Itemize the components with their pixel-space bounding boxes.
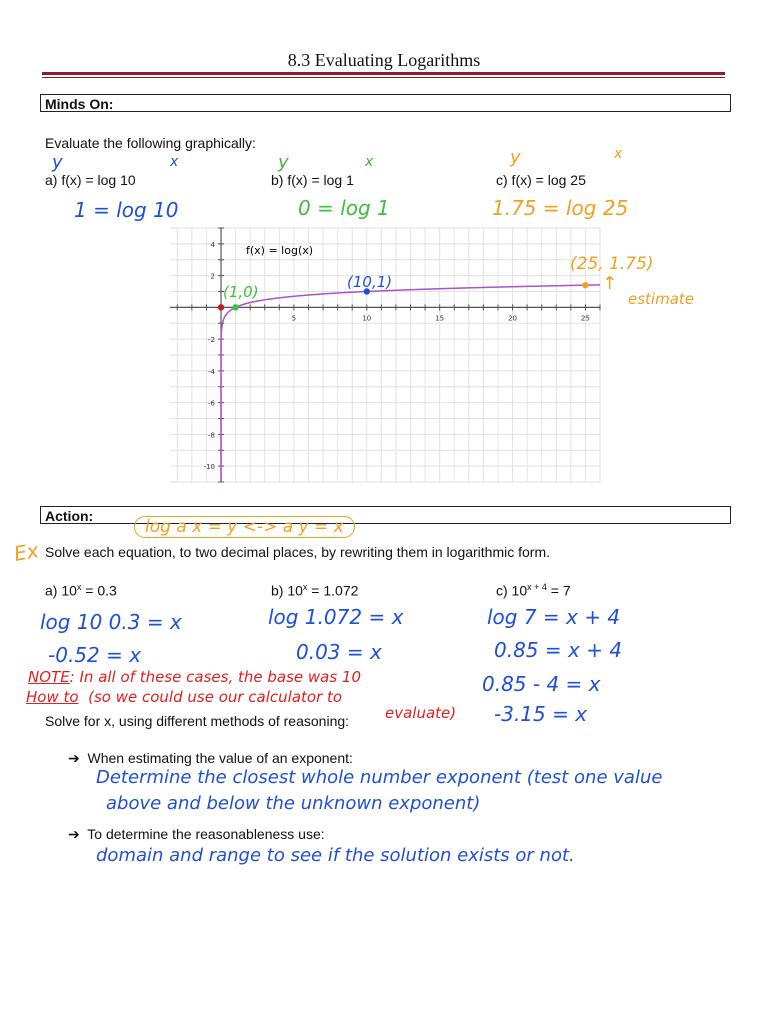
action-problem-b: b) $10^x = 1.072$ [271,582,359,599]
note-block-2: How to (so we could use our calculator to [26,688,343,706]
bullet-1-answer-1: Determine the closest whole number exponent (test one value [96,767,663,788]
minds-on-instruction: Evaluate the following graphically: [45,135,256,151]
y-tick-label: -4 [208,367,216,376]
y-tick-label: -2 [208,336,216,345]
work-c3: 0.85 - 4 = x [482,672,601,696]
note-y: y [52,152,63,173]
note-x: x [170,154,179,170]
estimate-arrow-icon: ↑ [602,273,618,294]
point-label-1-0: (1,0) [223,283,259,301]
x-tick-label: 15 [435,314,445,323]
graph-point-3 [582,282,588,288]
log-graph [160,220,610,490]
note-block-3: evaluate) [385,704,457,722]
action-problem-a: a) $10^x = 0.3$ [45,582,117,599]
work-c1: log 7 = x + 4 [487,605,621,629]
answer-a: 1 = log 10 [74,198,179,222]
x-tick-label: 25 [580,314,590,323]
note-y: y [510,147,521,168]
x-tick-label: 20 [508,314,518,323]
minds-on-header: Minds On: [40,94,731,112]
answer-c: 1.75 = log 25 [492,196,629,220]
bullet-1: ➔ When estimating the value of an exponent: [68,750,353,766]
bullet-2: ➔ To determine the reasonableness use: [68,826,325,842]
x-tick-label: 5 [291,314,297,323]
arrow-icon: ➔ [68,826,80,842]
action-header: Action: [40,506,731,524]
graph-point-1 [232,304,238,310]
note-x: x [365,154,374,170]
problem-c: c) f(x) = log 25 [496,172,586,188]
note-x: x [614,146,623,162]
ex-label: Ex [12,538,41,566]
note-y: y [278,152,289,173]
y-tick-label: -6 [208,399,216,408]
problem-b: b) f(x) = log 1 [271,172,354,188]
bullet-2-answer: domain and range to see if the solution exists or not. [96,845,575,866]
rule-note: log a x = y <-> a y = x [134,516,355,538]
note-block: NOTE: In all of these cases, the base was 10 [28,668,362,686]
work-c2: 0.85 = x + 4 [494,638,623,662]
y-tick-label: -8 [208,431,216,440]
action-problem-c: c) $10^{x + 4} = 7$ [496,582,571,599]
reason-instruction: Solve for x, using different methods of reasoning: [45,713,350,729]
page-title: 8.3 Evaluating Logarithms [287,50,481,70]
point-label-10-1: (10,1) [347,273,393,291]
work-c4: -3.15 = x [494,702,588,726]
title-rule [42,72,725,75]
work-a1: log 10 0.3 = x [40,610,182,634]
estimate-annotation: estimate [628,290,695,308]
x-tick-label: 10 [362,314,372,323]
action-instruction: Solve each equation, to two decimal places, by rewriting them in logarithmic form. [45,544,551,560]
work-b2: 0.03 = x [296,640,382,664]
answer-b: 0 = log 1 [298,196,390,220]
work-b1: log 1.072 = x [268,605,404,629]
title-rule-thin [42,77,725,78]
work-a2: -0.52 = x [48,643,142,667]
problem-a: a) f(x) = log 10 [45,172,136,188]
graph-grid [170,228,600,482]
arrow-icon: ➔ [68,750,80,766]
bullet-1-answer-2: above and below the unknown exponent) [106,793,481,814]
y-tick-label: -10 [203,463,216,472]
graph-point-0 [218,304,224,310]
y-tick-label: 4 [210,240,216,249]
graph-title: f(x) = log(x) [246,244,314,257]
point-label-25: (25, 1.75) [570,254,654,274]
y-tick-label: 2 [210,272,216,281]
